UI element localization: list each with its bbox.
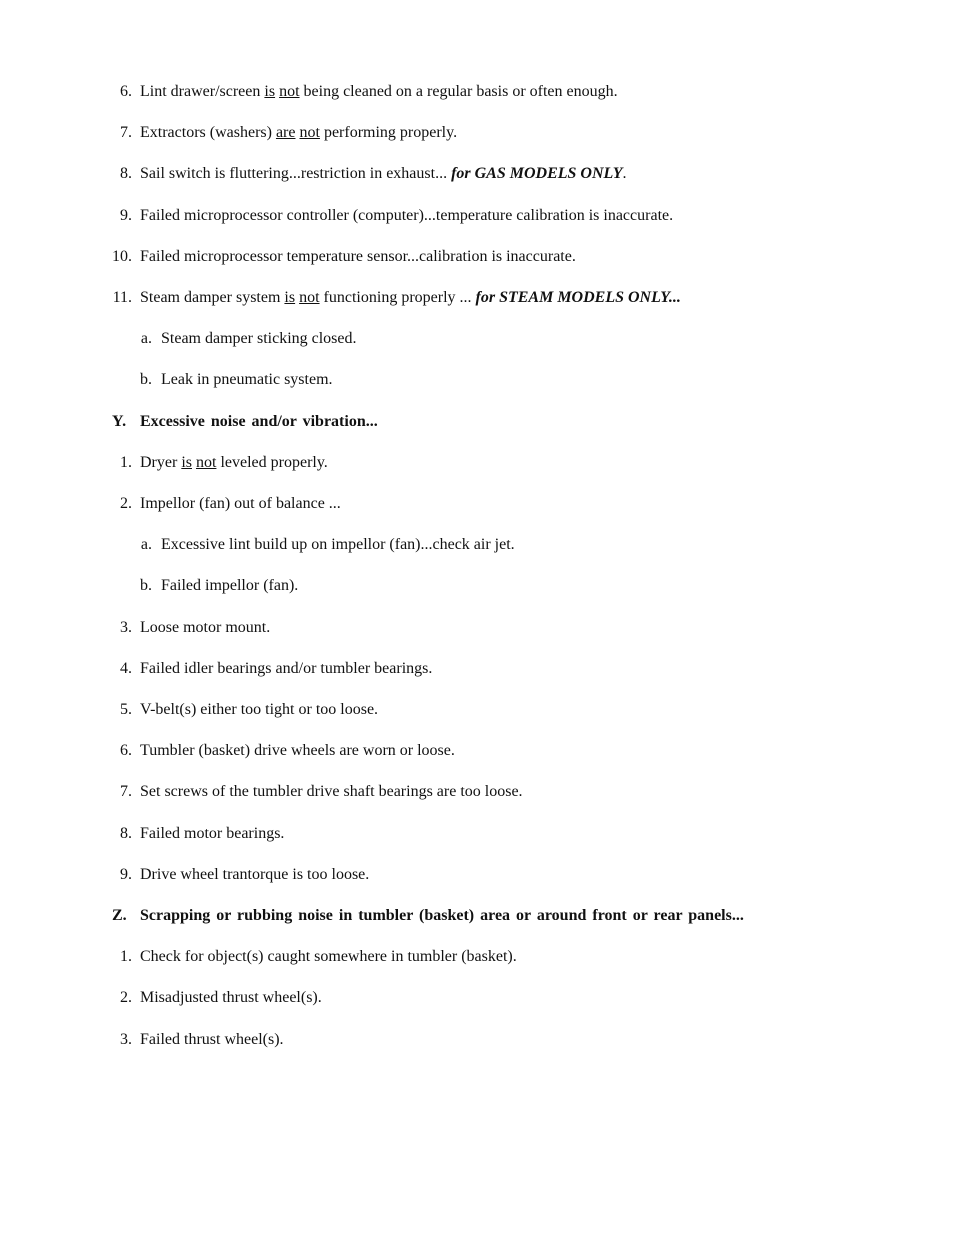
item-number: 10. bbox=[112, 248, 132, 265]
item-text bbox=[140, 123, 457, 143]
text-run: Failed thrust wheel(s). bbox=[140, 1031, 284, 1048]
text-run: Lint drawer/screen bbox=[140, 83, 265, 100]
item-number: 9. bbox=[120, 866, 132, 883]
item-number: a. bbox=[140, 330, 152, 347]
text-run: Check for object(s) caught somewhere in tumbler (basket). bbox=[140, 948, 517, 965]
text-run: Scrapping or rubbing noise in tumbler (basket) area or around front or rear panels... bbox=[140, 907, 744, 924]
section-letter: Z. bbox=[112, 907, 127, 924]
item-text bbox=[140, 288, 681, 308]
item-text bbox=[140, 824, 284, 844]
text-run: Misadjusted thrust wheel(s). bbox=[140, 989, 322, 1006]
item-text bbox=[140, 782, 523, 802]
item-number: b. bbox=[140, 371, 152, 388]
section-letter: Y. bbox=[112, 413, 127, 430]
item-number: 7. bbox=[120, 783, 132, 800]
text-run: Failed motor bearings. bbox=[140, 825, 285, 842]
underlined-text: are bbox=[275, 124, 296, 141]
item-text bbox=[140, 700, 378, 720]
item-number: a. bbox=[140, 536, 152, 553]
text-run: Dryer bbox=[140, 454, 182, 471]
text-run: Leak in pneumatic system. bbox=[161, 371, 333, 388]
item-number: b. bbox=[140, 577, 152, 594]
item-number: 4. bbox=[120, 660, 132, 677]
item-number: 3. bbox=[120, 1031, 132, 1048]
item-number: 5. bbox=[120, 701, 132, 718]
section-heading-text bbox=[140, 412, 378, 432]
item-text bbox=[140, 947, 517, 967]
text-run: Tumbler (basket) drive wheels are worn or loose. bbox=[140, 742, 455, 759]
item-text bbox=[140, 494, 341, 514]
text-run: being cleaned on a regular basis or often enough. bbox=[299, 83, 618, 100]
text-run: functioning properly ... bbox=[319, 289, 476, 306]
emphasis-text: for STEAM MODELS ONLY... bbox=[475, 289, 681, 306]
item-number: 1. bbox=[120, 454, 132, 471]
item-number: 2. bbox=[120, 495, 132, 512]
text-run: performing properly. bbox=[319, 124, 458, 141]
item-number: 7. bbox=[120, 124, 132, 141]
item-text bbox=[140, 82, 618, 102]
emphasis-text: for GAS MODELS ONLY bbox=[451, 165, 623, 182]
text-run: Failed microprocessor temperature sensor...calibration is inaccurate. bbox=[140, 248, 576, 265]
item-text bbox=[161, 329, 357, 349]
text-run: Loose motor mount. bbox=[140, 619, 271, 636]
item-number: 8. bbox=[120, 825, 132, 842]
item-number: 1. bbox=[120, 948, 132, 965]
text-run: Failed impellor (fan). bbox=[161, 577, 299, 594]
item-text bbox=[140, 247, 576, 267]
item-number: 6. bbox=[120, 742, 132, 759]
item-text bbox=[140, 453, 328, 473]
item-text bbox=[161, 576, 298, 596]
text-run: Failed microprocessor controller (computer)...temperature calibration is inaccurate. bbox=[140, 207, 674, 224]
item-number: 3. bbox=[120, 619, 132, 636]
underlined-text: not bbox=[299, 289, 320, 306]
section-heading-text bbox=[140, 906, 744, 926]
text-run: Excessive noise and/or vibration... bbox=[140, 413, 378, 430]
underlined-text: is bbox=[284, 289, 296, 306]
item-text bbox=[140, 659, 432, 679]
item-number: 2. bbox=[120, 989, 132, 1006]
item-text bbox=[161, 535, 515, 555]
text-run: . bbox=[622, 165, 627, 182]
text-run: Steam damper system bbox=[140, 289, 285, 306]
text-run: leveled properly. bbox=[216, 454, 328, 471]
item-number: 11. bbox=[112, 289, 132, 306]
item-number: 9. bbox=[120, 207, 132, 224]
text-run: Drive wheel trantorque is too loose. bbox=[140, 866, 370, 883]
item-text bbox=[161, 370, 333, 390]
text-run: Steam damper sticking closed. bbox=[161, 330, 357, 347]
underlined-text: not bbox=[279, 83, 300, 100]
text-run: Failed idler bearings and/or tumbler bearings. bbox=[140, 660, 433, 677]
item-number: 6. bbox=[120, 83, 132, 100]
item-text bbox=[140, 164, 626, 184]
text-run: Extractors (washers) bbox=[140, 124, 276, 141]
text-run: Excessive lint build up on impellor (fan)...check air jet. bbox=[161, 536, 515, 553]
item-text bbox=[140, 618, 270, 638]
item-text bbox=[140, 206, 673, 226]
text-run: Set screws of the tumbler drive shaft bearings are too loose. bbox=[140, 783, 523, 800]
item-text bbox=[140, 1030, 284, 1050]
item-text bbox=[140, 865, 369, 885]
text-run: V-belt(s) either too tight or too loose. bbox=[140, 701, 379, 718]
text-run: Sail switch is fluttering...restriction in exhaust... bbox=[140, 165, 452, 182]
item-number: 8. bbox=[120, 165, 132, 182]
item-text bbox=[140, 741, 455, 761]
text-run: Impellor (fan) out of balance ... bbox=[140, 495, 341, 512]
underlined-text: not bbox=[195, 454, 217, 471]
item-text bbox=[140, 988, 322, 1008]
underlined-text: not bbox=[299, 124, 320, 141]
underlined-text: is bbox=[181, 454, 192, 471]
underlined-text: is bbox=[264, 83, 276, 100]
